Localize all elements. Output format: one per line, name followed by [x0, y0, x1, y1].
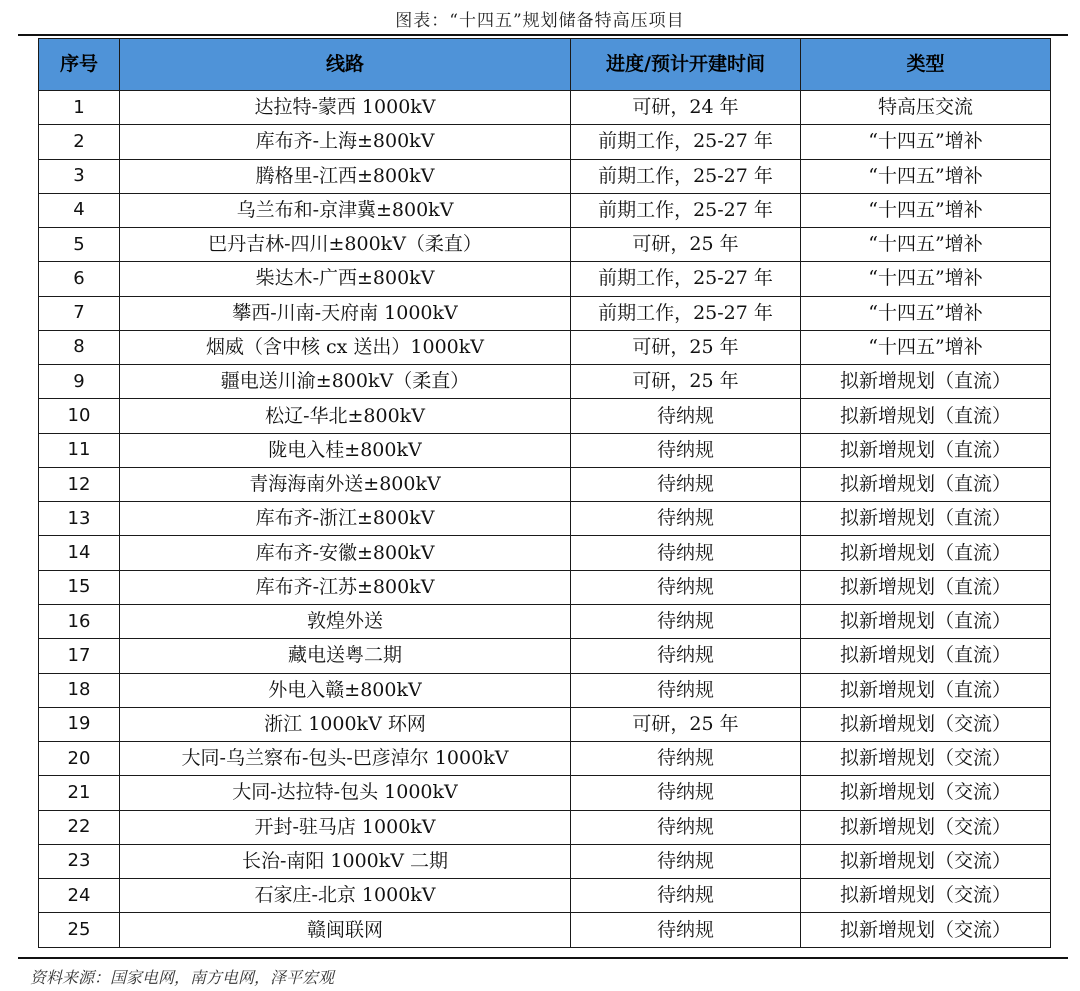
cell-line: 达拉特-蒙西 1000kV — [120, 91, 571, 125]
cell-index: 1 — [39, 91, 120, 125]
cell-progress: 待纳规 — [571, 742, 801, 776]
cell-index: 25 — [39, 913, 120, 948]
cell-index: 8 — [39, 330, 120, 364]
cell-progress: 前期工作，25-27 年 — [571, 125, 801, 159]
cell-index: 7 — [39, 296, 120, 330]
table-row — [39, 262, 1051, 296]
cell-type: 拟新增规划（交流） — [801, 844, 1051, 878]
cell-type: 拟新增规划（交流） — [801, 742, 1051, 776]
cell-line: 敦煌外送 — [120, 604, 571, 638]
cell-type: 拟新增规划（交流） — [801, 810, 1051, 844]
header-progress: 进度/预计开建时间 — [571, 39, 801, 91]
cell-progress: 待纳规 — [571, 810, 801, 844]
cell-index: 2 — [39, 125, 120, 159]
header-type: 类型 — [801, 39, 1051, 91]
cell-type: “十四五”增补 — [801, 296, 1051, 330]
cell-line: 开封-驻马店 1000kV — [120, 810, 571, 844]
cell-progress: 可研，25 年 — [571, 228, 801, 262]
cell-line: 大同-达拉特-包头 1000kV — [120, 776, 571, 810]
cell-type: 拟新增规划（直流） — [801, 604, 1051, 638]
table-row — [39, 296, 1051, 330]
cell-index: 24 — [39, 879, 120, 913]
cell-type: “十四五”增补 — [801, 228, 1051, 262]
cell-progress: 可研，25 年 — [571, 330, 801, 364]
cell-type: “十四五”增补 — [801, 262, 1051, 296]
table-row — [39, 467, 1051, 501]
bottom-rule — [18, 957, 1068, 959]
table-row — [39, 844, 1051, 878]
source-note: 资料来源：国家电网，南方电网，泽平宏观 — [30, 968, 335, 987]
cell-type: 拟新增规划（直流） — [801, 399, 1051, 433]
cell-progress: 待纳规 — [571, 570, 801, 604]
cell-progress: 可研，25 年 — [571, 365, 801, 399]
table-row — [39, 193, 1051, 227]
table-row — [39, 365, 1051, 399]
cell-progress: 待纳规 — [571, 604, 801, 638]
table-row — [39, 330, 1051, 364]
table-row — [39, 125, 1051, 159]
cell-index: 19 — [39, 707, 120, 741]
cell-index: 18 — [39, 673, 120, 707]
cell-index: 22 — [39, 810, 120, 844]
cell-line: 外电入赣±800kV — [120, 673, 571, 707]
cell-type: 拟新增规划（交流） — [801, 776, 1051, 810]
cell-progress: 待纳规 — [571, 467, 801, 501]
cell-index: 4 — [39, 193, 120, 227]
cell-line: 库布齐-江苏±800kV — [120, 570, 571, 604]
table-row — [39, 810, 1051, 844]
cell-index: 16 — [39, 604, 120, 638]
cell-index: 11 — [39, 433, 120, 467]
cell-index: 17 — [39, 639, 120, 673]
cell-progress: 可研，25 年 — [571, 707, 801, 741]
table-row — [39, 536, 1051, 570]
cell-type: “十四五”增补 — [801, 193, 1051, 227]
cell-progress: 前期工作，25-27 年 — [571, 159, 801, 193]
cell-type: 拟新增规划（交流） — [801, 879, 1051, 913]
table-row — [39, 159, 1051, 193]
cell-line: 浙江 1000kV 环网 — [120, 707, 571, 741]
cell-line: 攀西-川南-天府南 1000kV — [120, 296, 571, 330]
cell-progress: 待纳规 — [571, 913, 801, 948]
cell-progress: 可研，24 年 — [571, 91, 801, 125]
cell-progress: 待纳规 — [571, 502, 801, 536]
cell-type: “十四五”增补 — [801, 125, 1051, 159]
cell-line: 大同-乌兰察布-包头-巴彦淖尔 1000kV — [120, 742, 571, 776]
cell-index: 5 — [39, 228, 120, 262]
cell-index: 20 — [39, 742, 120, 776]
cell-index: 6 — [39, 262, 120, 296]
cell-type: 拟新增规划（直流） — [801, 433, 1051, 467]
cell-progress: 待纳规 — [571, 673, 801, 707]
cell-line: 赣闽联网 — [120, 913, 571, 948]
cell-line: 疆电送川渝±800kV（柔直） — [120, 365, 571, 399]
table-row — [39, 228, 1051, 262]
cell-index: 15 — [39, 570, 120, 604]
cell-index: 3 — [39, 159, 120, 193]
table-row — [39, 570, 1051, 604]
cell-type: 拟新增规划（直流） — [801, 570, 1051, 604]
cell-type: 拟新增规划（直流） — [801, 502, 1051, 536]
cell-line: 乌兰布和-京津冀±800kV — [120, 193, 571, 227]
cell-index: 14 — [39, 536, 120, 570]
cell-progress: 待纳规 — [571, 844, 801, 878]
cell-line: 陇电入桂±800kV — [120, 433, 571, 467]
cell-type: 特高压交流 — [801, 91, 1051, 125]
figure-caption: 图表：“十四五”规划储备特高压项目 — [395, 11, 685, 31]
cell-line: 青海海南外送±800kV — [120, 467, 571, 501]
cell-line: 巴丹吉林-四川±800kV（柔直） — [120, 228, 571, 262]
table-row — [39, 502, 1051, 536]
cell-type: 拟新增规划（直流） — [801, 673, 1051, 707]
cell-index: 13 — [39, 502, 120, 536]
table-row — [39, 776, 1051, 810]
cell-line: 烟威（含中核 cx 送出）1000kV — [120, 330, 571, 364]
cell-progress: 待纳规 — [571, 776, 801, 810]
table-row — [39, 91, 1051, 125]
cell-index: 10 — [39, 399, 120, 433]
cell-index: 9 — [39, 365, 120, 399]
cell-progress: 前期工作，25-27 年 — [571, 193, 801, 227]
cell-line: 长治-南阳 1000kV 二期 — [120, 844, 571, 878]
project-table — [38, 38, 1051, 948]
table-row — [39, 673, 1051, 707]
table-row — [39, 604, 1051, 638]
cell-line: 腾格里-江西±800kV — [120, 159, 571, 193]
table-row — [39, 707, 1051, 741]
cell-index: 21 — [39, 776, 120, 810]
table-row — [39, 913, 1051, 948]
cell-progress: 前期工作，25-27 年 — [571, 296, 801, 330]
table-row — [39, 639, 1051, 673]
cell-line: 柴达木-广西±800kV — [120, 262, 571, 296]
cell-type: 拟新增规划（交流） — [801, 707, 1051, 741]
cell-progress: 待纳规 — [571, 879, 801, 913]
table-row — [39, 433, 1051, 467]
top-rule — [18, 34, 1068, 36]
cell-type: 拟新增规划（直流） — [801, 536, 1051, 570]
cell-type: “十四五”增补 — [801, 159, 1051, 193]
table-body — [39, 91, 1051, 948]
cell-line: 库布齐-上海±800kV — [120, 125, 571, 159]
header-row — [39, 39, 1051, 91]
cell-line: 库布齐-浙江±800kV — [120, 502, 571, 536]
table-row — [39, 399, 1051, 433]
cell-line: 藏电送粤二期 — [120, 639, 571, 673]
cell-index: 12 — [39, 467, 120, 501]
cell-progress: 待纳规 — [571, 433, 801, 467]
cell-progress: 待纳规 — [571, 639, 801, 673]
table-header — [39, 39, 1051, 91]
cell-progress: 待纳规 — [571, 399, 801, 433]
cell-type: 拟新增规划（直流） — [801, 365, 1051, 399]
cell-type: 拟新增规划（直流） — [801, 639, 1051, 673]
cell-progress: 前期工作，25-27 年 — [571, 262, 801, 296]
cell-line: 石家庄-北京 1000kV — [120, 879, 571, 913]
header-index: 序号 — [39, 39, 120, 91]
header-line: 线路 — [120, 39, 571, 91]
cell-type: “十四五”增补 — [801, 330, 1051, 364]
table-row — [39, 742, 1051, 776]
cell-line: 松辽-华北±800kV — [120, 399, 571, 433]
table-row — [39, 879, 1051, 913]
cell-type: 拟新增规划（交流） — [801, 913, 1051, 948]
cell-type: 拟新增规划（直流） — [801, 467, 1051, 501]
cell-progress: 待纳规 — [571, 536, 801, 570]
cell-line: 库布齐-安徽±800kV — [120, 536, 571, 570]
cell-index: 23 — [39, 844, 120, 878]
